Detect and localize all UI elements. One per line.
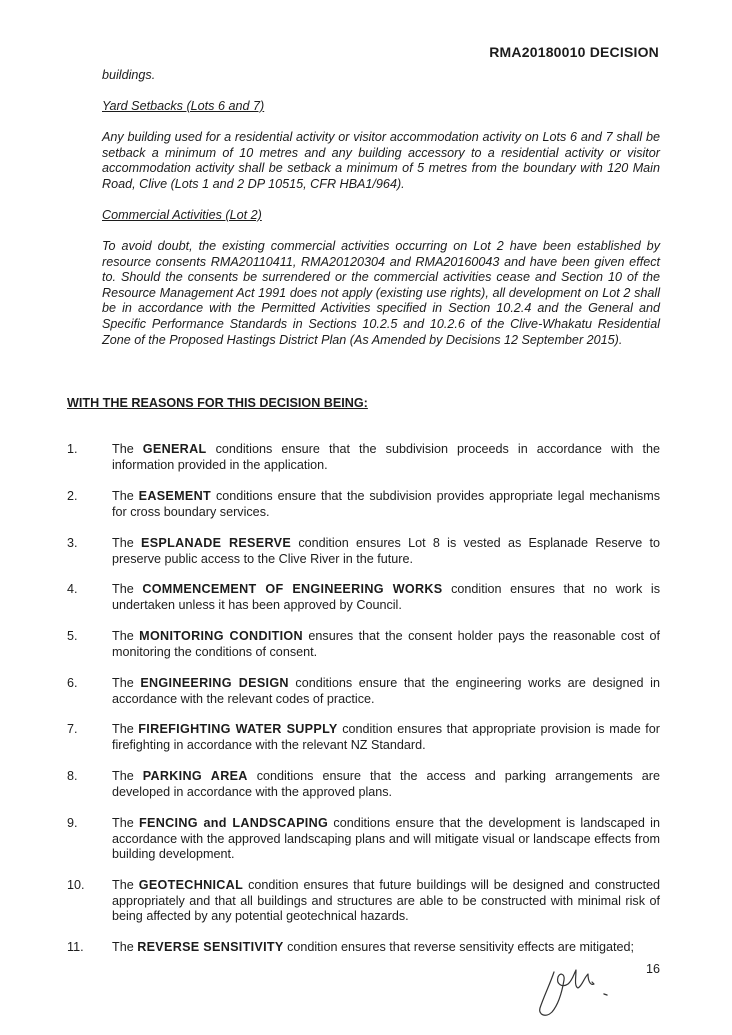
reason-number: 11. — [67, 940, 84, 954]
commercial-activities-heading: Commercial Activities (Lot 2) — [102, 208, 262, 222]
reason-keyword: ESPLANADE RESERVE — [141, 536, 292, 550]
reason-item — [67, 676, 660, 707]
reason-text: condition ensures that no work is undertaken unless it has been approved by Council. — [112, 582, 660, 612]
reason-text: conditions ensure that the access and parking arrangements are developed in accordance with the approved plans. — [112, 769, 660, 799]
reason-text: conditions ensure that the engineering works are designed in accordance with the relevant codes of practice. — [112, 676, 660, 706]
reason-keyword: EASEMENT — [138, 489, 212, 503]
reason-item — [67, 629, 660, 660]
reason-prefix: The — [112, 489, 139, 503]
reason-item — [67, 442, 660, 473]
reason-number: 5. — [67, 629, 78, 643]
reasons-heading: WITH THE REASONS FOR THIS DECISION BEING: — [67, 396, 368, 410]
continuation-text: buildings. — [102, 68, 156, 82]
reason-keyword: ENGINEERING DESIGN — [140, 676, 289, 690]
reason-keyword: MONITORING CONDITION — [139, 629, 303, 643]
reason-item — [67, 722, 660, 753]
reason-keyword: PARKING AREA — [142, 769, 248, 783]
page-number: 16 — [646, 962, 661, 976]
reason-number: 6. — [67, 676, 78, 690]
reason-keyword: COMMENCEMENT OF ENGINEERING WORKS — [142, 582, 443, 596]
reason-item — [67, 816, 660, 863]
reason-text: condition ensures that appropriate provision is made for firefighting in accordance with the relevant NZ Standard. — [112, 722, 660, 752]
reason-number: 3. — [67, 536, 78, 550]
document-reference: RMA20180010 DECISION — [489, 44, 659, 60]
reason-text: ensures that the consent holder pays the reasonable cost of monitoring the conditions of consent. — [112, 629, 660, 659]
reason-prefix: The — [112, 536, 141, 550]
reason-prefix: The — [112, 878, 139, 892]
reason-text: conditions ensure that the subdivision provides appropriate legal mechanisms for cross boundary services. — [112, 489, 661, 519]
reason-item — [67, 489, 660, 520]
reason-item — [67, 769, 660, 800]
reason-prefix: The — [112, 629, 140, 643]
reason-keyword: REVERSE SENSITIVITY — [137, 940, 284, 954]
reason-keyword: FENCING and LANDSCAPING — [139, 816, 329, 830]
reason-number: 2. — [67, 489, 78, 503]
reason-item — [67, 582, 660, 613]
reason-item — [67, 536, 660, 567]
reason-prefix: The — [112, 676, 141, 690]
reason-prefix: The — [112, 769, 143, 783]
reason-number: 4. — [67, 582, 78, 596]
reason-text: condition ensures Lot 8 is vested as Esplanade Reserve to preserve public access to the Clive River in the future. — [112, 536, 661, 566]
reason-text: condition ensures that reverse sensitivity effects are mitigated; — [283, 940, 635, 954]
reason-prefix: The — [112, 940, 138, 954]
reason-prefix: The — [112, 582, 143, 596]
reason-prefix: The — [112, 816, 140, 830]
reason-item — [67, 940, 660, 956]
reason-text: conditions ensure that the subdivision proceeds in accordance with the information provided in the application. — [112, 442, 660, 472]
commercial-activities-paragraph: To avoid doubt, the existing commercial activities occurring on Lot 2 have been established by resource consents RMA20110411, RMA20120304 and RMA20160043 and have been given effect to. Should the consents be surrendered or the commercial activities cease and Section 10 of the Resource Management Act 1991 does not apply (existing use rights), all development on Lot 2 shall be in accordance with the Permitted Activities specified in Section 10.2.4 and the General and Specific Performance Standards in Sections 10.2.5 and 10.2.6 of the Clive-Whakatu Residential Zone of the Proposed Hastings District Plan (As Amended by Decisions 12 September 2015). — [102, 239, 660, 347]
handwritten-signature-icon — [532, 962, 622, 1022]
reason-keyword: GENERAL — [142, 442, 207, 456]
reason-number: 9. — [67, 816, 78, 830]
reason-text: conditions ensure that the development is landscaped in accordance with the approved landscaping plans and will mitigate visual or landscape effects from building development. — [112, 816, 660, 862]
reason-number: 7. — [67, 722, 78, 736]
reason-item — [67, 878, 660, 925]
reason-number: 1. — [67, 442, 78, 456]
yard-setbacks-heading: Yard Setbacks (Lots 6 and 7) — [102, 99, 265, 113]
reason-prefix: The — [112, 442, 143, 456]
reason-number: 8. — [67, 769, 78, 783]
yard-setbacks-paragraph: Any building used for a residential activity or visitor accommodation activity on Lots 6 and 7 shall be setback a minimum of 10 metres and any building accessory to a residential activity or visitor accommodation activity shall be setback a minimum of 5 metres from the boundary with 120 Main Road, Clive (Lots 1 and 2 DP 10515, CFR HBA1/964). — [102, 130, 660, 191]
reason-keyword: GEOTECHNICAL — [138, 878, 244, 892]
reason-keyword: FIREFIGHTING WATER SUPPLY — [138, 722, 338, 736]
reason-number: 10. — [67, 878, 85, 892]
reason-prefix: The — [112, 722, 139, 736]
reason-text: condition ensures that future buildings will be designed and constructed appropriately and that all buildings and structures are able to be constructed with minimal risk of being affected by any potential geotechnical hazards. — [112, 878, 661, 924]
